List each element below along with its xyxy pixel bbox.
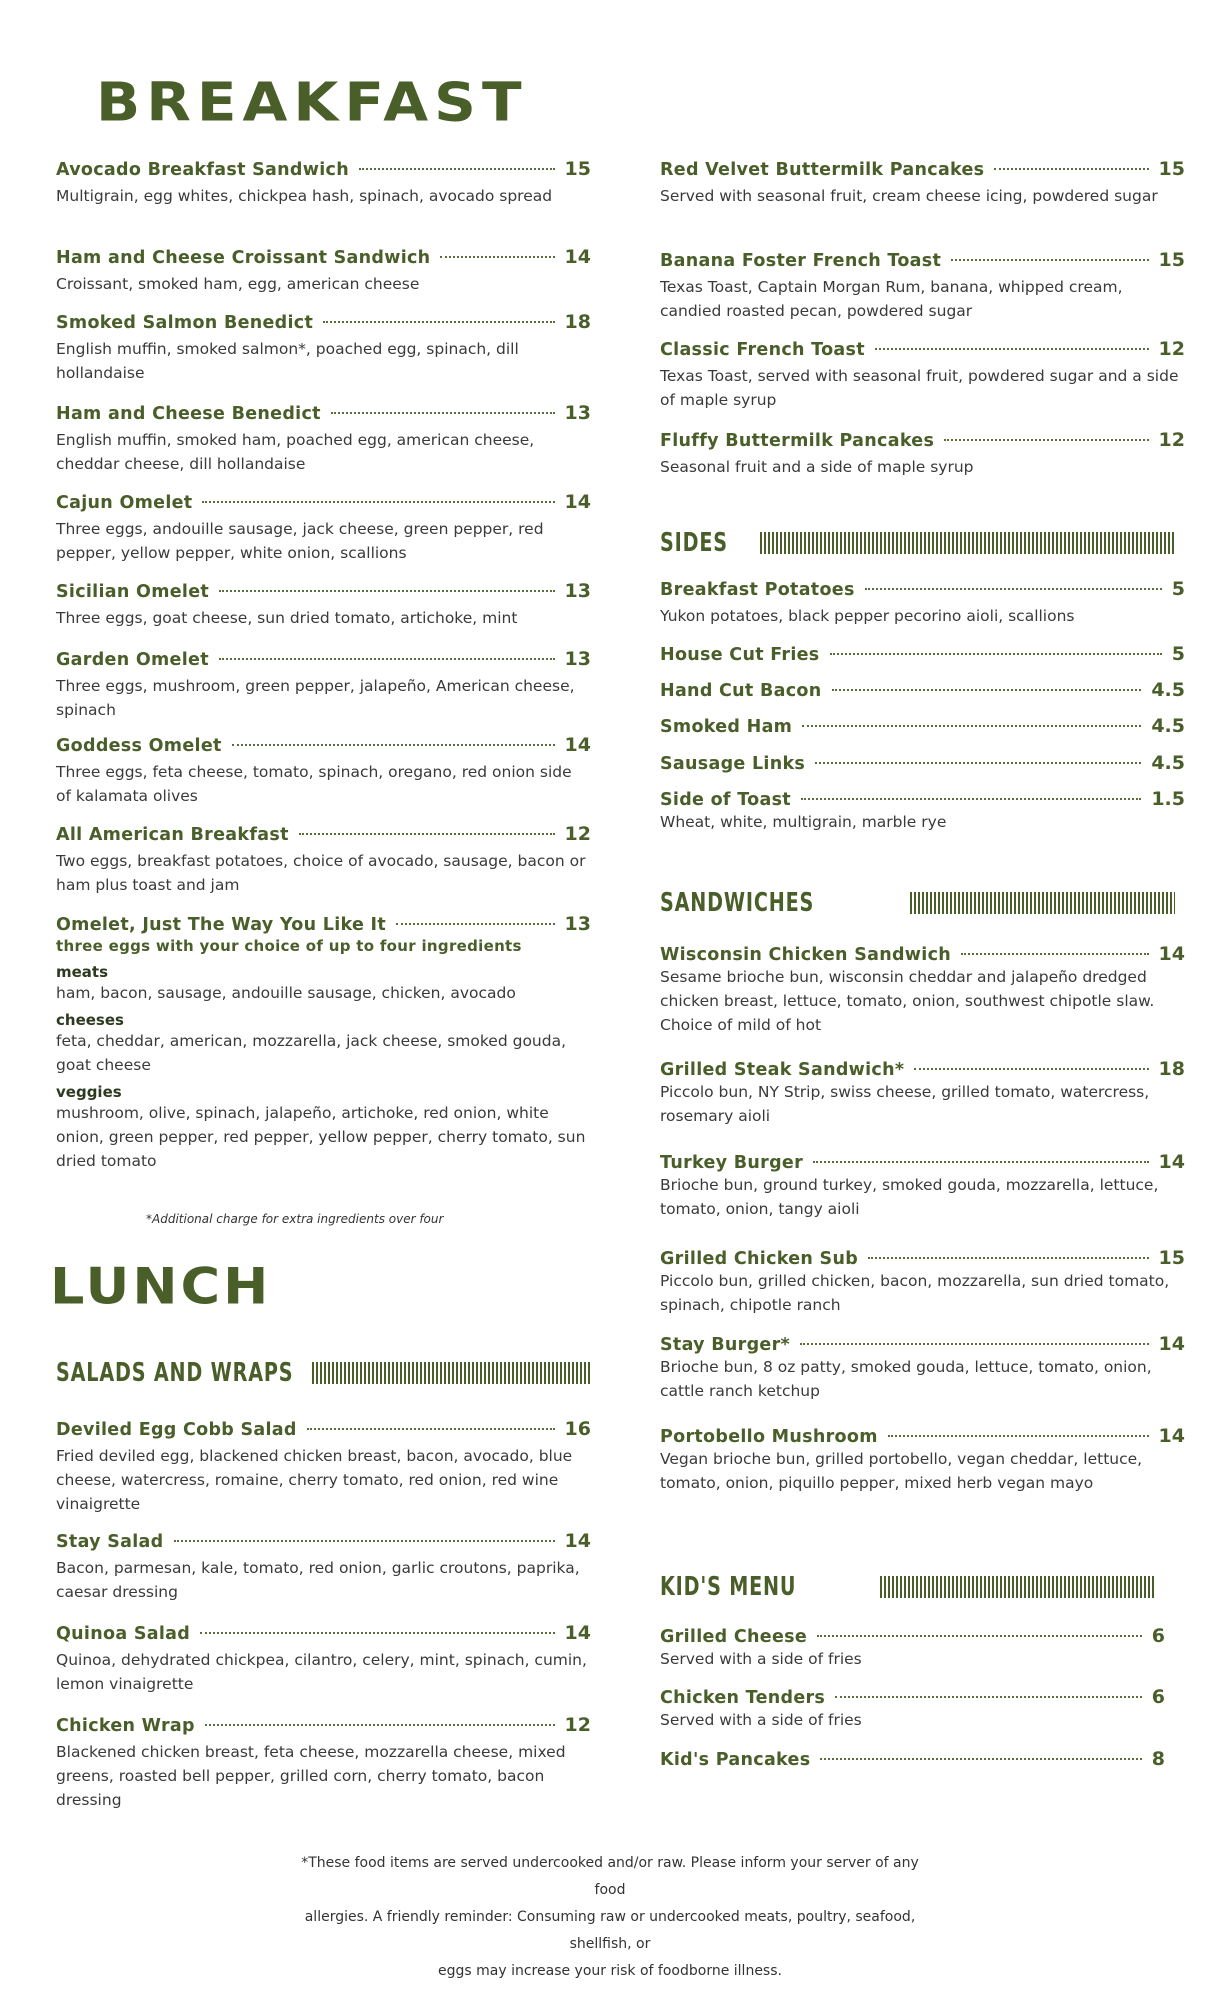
menu-item: [56, 1530, 591, 1604]
item-price: 12: [564, 823, 591, 845]
item-description: Three eggs, andouille sausage, jack cheese, green pepper, red pepper, yellow pepper, white onion, scallions: [56, 520, 544, 562]
item-price: 14: [564, 246, 591, 268]
item-price: 15: [564, 158, 591, 180]
leader-dots: [820, 1758, 1141, 1760]
item-name: House Cut Fries: [660, 645, 820, 665]
leader-dots: [802, 725, 1141, 727]
item-description: Brioche bun, ground turkey, smoked gouda, mozzarella, lettuce, tomato, onion, tangy aioli: [660, 1176, 1159, 1218]
disclaimer-line: eggs may increase your risk of foodborne illness.: [438, 1963, 782, 1979]
menu-item: [56, 1622, 591, 1696]
item-name: Quinoa Salad: [56, 1624, 191, 1644]
item-name: Side of Toast: [660, 790, 791, 810]
item-price: 14: [1158, 943, 1185, 965]
disclaimer-line: *These food items are served undercooked and/or raw. Please inform your server of any food: [301, 1855, 919, 1898]
item-name: Fluffy Buttermilk Pancakes: [660, 431, 935, 451]
menu-item: [660, 249, 1185, 323]
veggies-list: mushroom, olive, spinach, jalapeño, artichoke, red onion, white onion, green pepper, red pepper, yellow pepper, cherry tomato, sun dried tomato: [56, 1104, 586, 1170]
leader-dots: [994, 168, 1148, 170]
menu-item: [56, 402, 591, 476]
meats-label: meats: [56, 963, 109, 981]
item-price: 5: [1171, 578, 1185, 600]
item-description: English muffin, smoked salmon*, poached egg, spinach, dill hollandaise: [56, 340, 519, 382]
item-price: 6: [1151, 1625, 1165, 1647]
menu-item: [56, 311, 591, 385]
extra-ingredients-note: *Additional charge for extra ingredients over four: [146, 1212, 444, 1226]
item-description: Vegan brioche bun, grilled portobello, vegan cheddar, lettuce, tomato, onion, piquillo pepper, mixed herb vegan mayo: [660, 1450, 1143, 1492]
item-description: Three eggs, goat cheese, sun dried tomato, artichoke, mint: [56, 609, 518, 627]
item-name: Hand Cut Bacon: [660, 681, 822, 701]
item-price: 13: [564, 580, 591, 602]
cheeses-label: cheeses: [56, 1011, 124, 1029]
menu-item: [660, 1625, 1185, 1671]
item-name: Turkey Burger: [660, 1153, 803, 1173]
veggies-label: veggies: [56, 1083, 122, 1101]
item-description: Served with a side of fries: [660, 1650, 862, 1668]
item-name: Grilled Chicken Sub: [660, 1249, 859, 1269]
item-price: 18: [564, 311, 591, 333]
item-description: Blackened chicken breast, feta cheese, mozzarella cheese, mixed greens, roasted bell pepper, grilled corn, cherry tomato, bacon dressing: [56, 1743, 566, 1809]
item-name: Avocado Breakfast Sandwich: [56, 160, 349, 180]
item-price: 12: [1158, 429, 1185, 451]
menu-item: [660, 788, 1185, 834]
item-description: Three eggs, mushroom, green pepper, jalapeño, American cheese, spinach: [56, 677, 575, 719]
leader-dots: [299, 833, 555, 835]
menu-item: [56, 1714, 591, 1812]
breakfast-title: BREAKFAST: [96, 70, 528, 134]
item-description: Texas Toast, Captain Morgan Rum, banana, whipped cream, candied roasted pecan, powdered sugar: [660, 278, 1123, 320]
item-name: Wisconsin Chicken Sandwich: [660, 945, 951, 965]
menu-item: [660, 1425, 1185, 1495]
leader-dots: [944, 439, 1148, 441]
item-name: Smoked Ham: [660, 717, 793, 737]
item-name: Sausage Links: [660, 754, 806, 774]
item-name: Stay Salad: [56, 1532, 164, 1552]
item-description: Yukon potatoes, black pepper pecorino aioli, scallions: [660, 607, 1075, 625]
leader-dots: [331, 412, 555, 414]
item-name: Ham and Cheese Croissant Sandwich: [56, 248, 431, 268]
section-sides-header: [660, 528, 1185, 558]
leader-dots: [396, 923, 555, 925]
menu-item: [660, 578, 1185, 628]
section-title: SANDWICHES: [660, 888, 815, 918]
lunch-title: LUNCH: [50, 1257, 272, 1316]
leader-dots: [200, 1632, 554, 1634]
item-price: 13: [564, 913, 591, 935]
item-price: 14: [564, 1622, 591, 1644]
leader-dots: [817, 1635, 1142, 1637]
item-description: Brioche bun, 8 oz patty, smoked gouda, lettuce, tomato, onion, cattle ranch ketchup: [660, 1358, 1152, 1400]
leader-dots: [232, 744, 555, 746]
item-name: Grilled Cheese: [660, 1627, 808, 1647]
barcode-divider: [910, 892, 1175, 914]
item-price: 12: [564, 1714, 591, 1736]
item-name: Banana Foster French Toast: [660, 251, 942, 271]
leader-dots: [219, 658, 555, 660]
menu-item: [660, 429, 1185, 479]
leader-dots: [813, 1161, 1149, 1163]
item-price: 15: [1158, 1247, 1185, 1269]
menu-item: [56, 1418, 591, 1516]
leader-dots: [205, 1724, 555, 1726]
menu-item: [660, 643, 1185, 665]
item-price: 14: [564, 491, 591, 513]
item-name: Chicken Tenders: [660, 1688, 826, 1708]
item-description: Served with a side of fries: [660, 1711, 862, 1729]
menu-item: [660, 752, 1185, 774]
leader-dots: [800, 1343, 1149, 1345]
item-name: Ham and Cheese Benedict: [56, 404, 321, 424]
leader-dots: [219, 590, 555, 592]
menu-item: [56, 648, 591, 722]
menu-item: [56, 246, 591, 296]
item-price: 4.5: [1151, 679, 1185, 701]
section-title: KID'S MENU: [660, 1572, 797, 1602]
item-price: 13: [564, 648, 591, 670]
leader-dots: [801, 798, 1141, 800]
menu-item: [660, 715, 1185, 737]
item-description: Piccolo bun, NY Strip, swiss cheese, grilled tomato, watercress, rosemary aioli: [660, 1083, 1150, 1125]
item-description: Wheat, white, multigrain, marble rye: [660, 813, 947, 831]
item-description: Three eggs, feta cheese, tomato, spinach, oregano, red onion side of kalamata olives: [56, 763, 572, 805]
item-price: 14: [1158, 1425, 1185, 1447]
menu-item: [660, 1151, 1185, 1221]
item-price: 12: [1158, 338, 1185, 360]
allergy-disclaimer: [300, 1850, 920, 1985]
item-name: Stay Burger*: [660, 1335, 790, 1355]
menu-item: [56, 491, 591, 565]
item-description: Sesame brioche bun, wisconsin cheddar and jalapeño dredged chicken breast, lettuce, tomato, onion, southwest chipotle slaw. Choice of mild of hot: [660, 968, 1155, 1034]
menu-item: [56, 823, 591, 897]
menu-item: [660, 943, 1185, 1037]
menu-item: [660, 1058, 1185, 1128]
menu-item: [660, 1247, 1185, 1317]
item-name: Omelet, Just The Way You Like It: [56, 915, 386, 935]
menu-item: [56, 158, 591, 208]
item-name: Smoked Salmon Benedict: [56, 313, 314, 333]
item-price: 4.5: [1151, 752, 1185, 774]
leader-dots: [888, 1435, 1149, 1437]
item-description: Bacon, parmesan, kale, tomato, red onion, garlic croutons, paprika, caesar dressing: [56, 1559, 580, 1601]
item-name: Chicken Wrap: [56, 1716, 195, 1736]
item-description: Seasonal fruit and a side of maple syrup: [660, 458, 974, 476]
item-name: Breakfast Potatoes: [660, 580, 855, 600]
leader-dots: [202, 501, 554, 503]
item-price: 1.5: [1151, 788, 1185, 810]
item-description: Multigrain, egg whites, chickpea hash, spinach, avocado spread: [56, 187, 553, 205]
section-title: SALADS AND WRAPS: [56, 1358, 294, 1388]
item-name: Deviled Egg Cobb Salad: [56, 1420, 297, 1440]
item-price: 6: [1151, 1686, 1165, 1708]
item-price: 13: [564, 402, 591, 424]
leader-dots: [174, 1540, 555, 1542]
item-description: Quinoa, dehydrated chickpea, cilantro, celery, mint, spinach, cumin, lemon vinaigrette: [56, 1651, 587, 1693]
leader-dots: [865, 588, 1162, 590]
section-kids-header: [660, 1572, 1185, 1602]
omelet-subtitle: three eggs with your choice of up to four ingredients: [56, 937, 522, 955]
leader-dots: [951, 259, 1148, 261]
section-sandwiches-header: [660, 888, 1185, 918]
leader-dots: [868, 1257, 1149, 1259]
menu-item: [56, 734, 591, 808]
item-price: 14: [564, 734, 591, 756]
item-name: Red Velvet Buttermilk Pancakes: [660, 160, 985, 180]
item-price: 14: [1158, 1151, 1185, 1173]
item-description: Texas Toast, served with seasonal fruit, powdered sugar and a side of maple syrup: [660, 367, 1179, 409]
item-price: 14: [564, 1530, 591, 1552]
barcode-divider: [312, 1362, 591, 1384]
menu-item: [660, 1333, 1185, 1403]
leader-dots: [307, 1428, 555, 1430]
leader-dots: [961, 953, 1149, 955]
barcode-divider: [760, 532, 1175, 554]
leader-dots: [835, 1696, 1142, 1698]
item-description: Fried deviled egg, blackened chicken breast, bacon, avocado, blue cheese, watercress, romaine, cherry tomato, red onion, red wine vinaigrette: [56, 1447, 573, 1513]
item-price: 4.5: [1151, 715, 1185, 737]
barcode-divider: [880, 1576, 1155, 1598]
item-name: Portobello Mushroom: [660, 1427, 878, 1447]
section-title: SIDES: [660, 528, 728, 558]
item-price: 18: [1158, 1058, 1185, 1080]
item-price: 5: [1171, 643, 1185, 665]
menu-item: [660, 338, 1185, 412]
leader-dots: [914, 1068, 1148, 1070]
item-description: Piccolo bun, grilled chicken, bacon, mozzarella, sun dried tomato, spinach, chipotle ranch: [660, 1272, 1170, 1314]
item-name: Cajun Omelet: [56, 493, 193, 513]
menu-item-custom-omelet: [56, 913, 591, 1173]
leader-dots: [875, 348, 1149, 350]
item-price: 15: [1158, 158, 1185, 180]
item-price: 14: [1158, 1333, 1185, 1355]
item-price: 16: [564, 1418, 591, 1440]
item-name: Sicilian Omelet: [56, 582, 210, 602]
menu-item: [660, 1686, 1185, 1732]
item-description: Served with seasonal fruit, cream cheese icing, powdered sugar: [660, 187, 1158, 205]
item-name: Garden Omelet: [56, 650, 209, 670]
item-price: 15: [1158, 249, 1185, 271]
leader-dots: [830, 653, 1162, 655]
cheeses-list: feta, cheddar, american, mozzarella, jack cheese, smoked gouda, goat cheese: [56, 1032, 567, 1074]
item-price: 8: [1151, 1748, 1165, 1770]
leader-dots: [440, 256, 554, 258]
item-description: Two eggs, breakfast potatoes, choice of avocado, sausage, bacon or ham plus toast and jam: [56, 852, 586, 894]
section-salads-header: [56, 1358, 591, 1388]
item-description: Croissant, smoked ham, egg, american cheese: [56, 275, 420, 293]
leader-dots: [815, 762, 1141, 764]
menu-item: [660, 158, 1185, 208]
item-name: All American Breakfast: [56, 825, 289, 845]
menu-item: [660, 1748, 1185, 1770]
item-name: Grilled Steak Sandwich*: [660, 1060, 905, 1080]
item-description: English muffin, smoked ham, poached egg, american cheese, cheddar cheese, dill hollandaise: [56, 431, 535, 473]
menu-item: [56, 580, 591, 630]
menu-item: [660, 679, 1185, 701]
leader-dots: [323, 321, 554, 323]
disclaimer-line: allergies. A friendly reminder: Consuming raw or undercooked meats, poultry, seafood, shellfish, or: [304, 1909, 916, 1952]
item-name: Goddess Omelet: [56, 736, 222, 756]
item-name: Classic French Toast: [660, 340, 865, 360]
item-name: Kid's Pancakes: [660, 1750, 811, 1770]
leader-dots: [359, 168, 555, 170]
leader-dots: [832, 689, 1142, 691]
meats-list: ham, bacon, sausage, andouille sausage, chicken, avocado: [56, 984, 516, 1002]
